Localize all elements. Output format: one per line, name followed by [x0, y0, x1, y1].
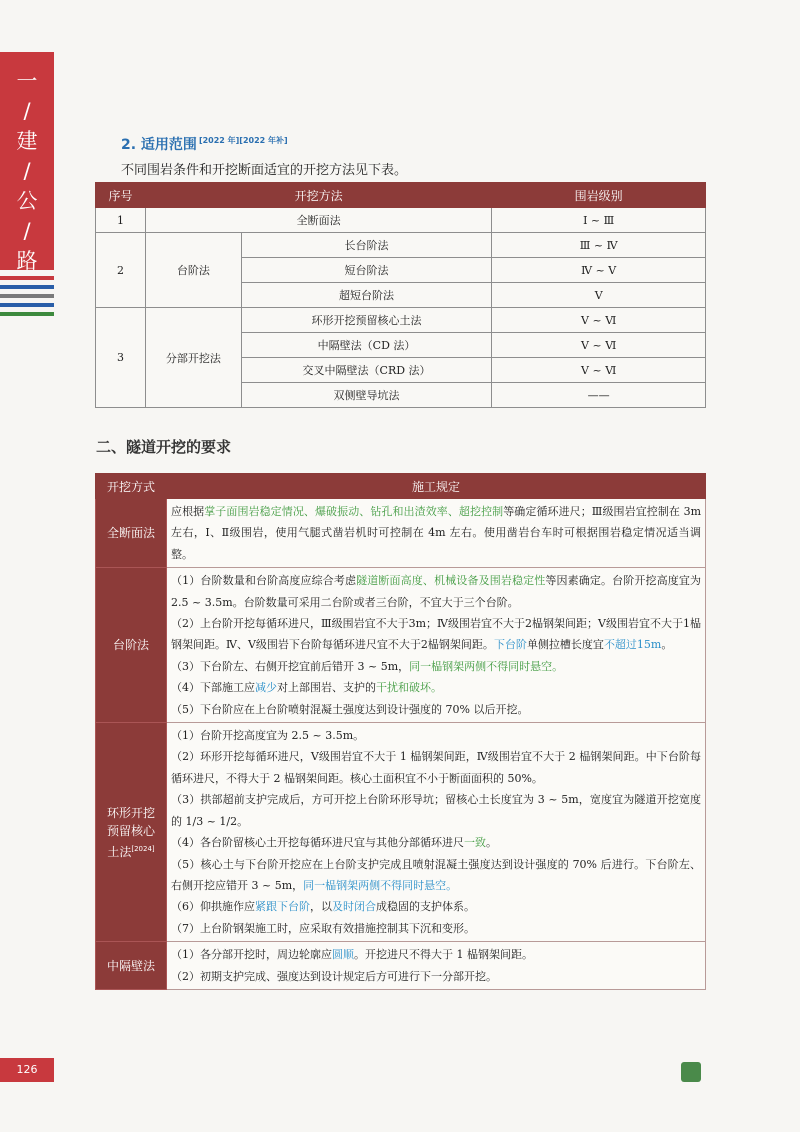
row-grade: Ⅴ ~ Ⅵ: [492, 308, 706, 333]
rule-highlight: 圆顺: [332, 948, 354, 962]
row-grade: Ⅳ ~ Ⅴ: [492, 258, 706, 283]
method-name-text: 土法: [107, 844, 132, 859]
table-row: [96, 723, 706, 942]
sub-method: 双侧壁导坑法: [241, 383, 492, 408]
method-rules: [167, 568, 706, 723]
rule-text: 等确定循环进尺；Ⅲ级围岩宜控制在 3m 左右，Ⅰ、Ⅱ级围岩，使用气腿式凿岩机时可控制在 4m 左右。使用凿岩台车时可根据围岩稳定情况适当调整。: [171, 505, 702, 561]
row-grade: Ⅰ ~ Ⅲ: [492, 208, 706, 233]
method-name: [96, 723, 167, 942]
rule-item: [171, 854, 701, 897]
rule-item: [171, 832, 701, 853]
chapter-label: 一 / 建 / 公 / 路: [16, 69, 38, 273]
method-name: 中隔壁法: [96, 942, 167, 990]
rule-item: [171, 896, 701, 917]
group-name: 分部开挖法: [145, 308, 241, 408]
exam-year-tag: [2022 年][2022 年补]: [198, 136, 288, 146]
header-rules: 施工规定: [167, 474, 706, 499]
table-row: [96, 308, 706, 333]
rule-text: 等因素确定。台阶开挖高度宜为 2.5 ~ 3.5m。台阶数量可采用二台阶或者三台阶，不宜大于三个台阶。: [171, 574, 702, 609]
rule-text: 。开挖进尺不得大于 1 榀钢架间距。: [354, 948, 533, 962]
rule-text: （3）下台阶左、右侧开挖宜前后错开 3 ~ 5m，: [171, 659, 410, 673]
group-no: 2: [96, 233, 146, 308]
sub-method: 超短台阶法: [241, 283, 492, 308]
rule-text: （5）核心土与下台阶开挖应在上台阶支护完成且喷射混凝土强度达到设计强度的 70% 后进行。下台阶左、右侧开挖应错开 3 ~ 5m，: [171, 857, 701, 892]
section-title: [121, 134, 288, 154]
rule-highlight: 干扰和破坏。: [376, 681, 442, 695]
method-name: 全断面法: [96, 499, 167, 568]
method-rules: [167, 723, 706, 942]
rule-text: 应根据: [171, 505, 205, 518]
method-rules: [167, 942, 706, 990]
rule-item: （1）台阶开挖高度宜为 2.5 ~ 3.5m。: [171, 729, 365, 743]
rule-item: [171, 613, 701, 656]
sub-method: 中隔壁法（CD 法）: [241, 333, 492, 358]
sub-method: 短台阶法: [241, 258, 492, 283]
row-grade: Ⅴ ~ Ⅵ: [492, 358, 706, 383]
rule-item: [171, 944, 701, 965]
rule-text: 单侧拉槽长度宜: [526, 638, 604, 652]
stripe: [0, 276, 54, 280]
row-grade: Ⅲ ~ Ⅳ: [492, 233, 706, 258]
method-name-line: [98, 840, 164, 861]
sub-method: 交叉中隔壁法（CRD 法）: [241, 358, 492, 383]
rule-text: 。: [661, 638, 673, 652]
group-no: 3: [96, 308, 146, 408]
rule-item: [171, 677, 701, 698]
rule-text: 成稳固的支护体系。: [376, 900, 475, 914]
rule-highlight: 紧跟下台阶: [255, 900, 310, 914]
row-grade: ——: [492, 383, 706, 408]
header-no: 序号: [96, 183, 146, 208]
publisher-logo-icon: [681, 1062, 701, 1082]
rule-item: （3）拱部超前支护完成后，方可开挖上台阶环形导坑；留核心土长度宜为 3 ~ 5m，宽度宜为隧道开挖宽度的 1/3 ~ 1/2。: [171, 793, 701, 828]
table-row: [96, 499, 706, 568]
rule-item: [171, 656, 701, 677]
rule-text: ，以: [310, 900, 332, 914]
method-name: 台阶法: [96, 568, 167, 723]
exam-year-tag: [2024]: [131, 844, 155, 853]
row-method: 全断面法: [145, 208, 491, 233]
rule-highlight: 同一榀钢架两侧不得同时悬空。: [303, 878, 458, 892]
header-mode: 开挖方式: [96, 474, 167, 499]
rule-highlight: 隧道断面高度、机械设备及围岩稳定性: [356, 574, 546, 588]
table-row: [96, 208, 706, 233]
group-name: 台阶法: [145, 233, 241, 308]
method-name-line: 环形开挖: [106, 805, 155, 820]
rule-highlight: 不超过15m: [603, 638, 662, 652]
stripe: [0, 294, 54, 298]
rule-item: （2）环形开挖每循环进尺，Ⅴ级围岩宜不大于 1 榀钢架间距，Ⅳ级围岩宜不大于 2 榀钢架间距。中下台阶每循环进尺，不得大于 2 榀钢架间距。核心土面积宜不小于断面面积的 50%。: [171, 750, 701, 785]
rule-highlight: 掌子面围岩稳定情况、爆破振动、钻孔和出渣效率、超挖控制: [204, 505, 504, 518]
row-no: 1: [96, 208, 146, 233]
rule-highlight: 同一榀钢架两侧不得同时悬空。: [409, 659, 564, 673]
rule-text: （1）台阶数量和台阶高度应综合考虑: [171, 574, 357, 588]
stripe: [0, 312, 54, 316]
method-rules: [167, 499, 706, 568]
row-grade: Ⅴ: [492, 283, 706, 308]
color-stripes: [0, 276, 54, 321]
rule-text: （6）仰拱施作应: [171, 900, 255, 914]
intro-text: 不同围岩条件和开挖断面适宜的开挖方法见下表。: [121, 163, 408, 178]
sub-method: 环形开挖预留核心土法: [241, 308, 492, 333]
section-title-text: 2. 适用范围: [121, 137, 197, 153]
header-grade: 围岩级别: [492, 183, 706, 208]
stripe: [0, 285, 54, 289]
header-method: 开挖方法: [145, 183, 491, 208]
rule-text: （1）各分部开挖时，周边轮廓应: [171, 948, 332, 962]
rule-item: （5）下台阶应在上台阶喷射混凝土强度达到设计强度的 70% 以后开挖。: [171, 702, 529, 716]
rule-item: （2）初期支护完成、强度达到设计规定后方可进行下一分部开挖。: [171, 969, 497, 983]
method-name-line: 预留核心: [106, 823, 155, 838]
excavation-rules-table: [95, 473, 706, 990]
rule-text: （4）下部施工应: [171, 681, 255, 695]
table-row: [96, 233, 706, 258]
row-grade: Ⅴ ~ Ⅵ: [492, 333, 706, 358]
table-header-row: [96, 183, 706, 208]
rule-item: [171, 570, 701, 613]
rule-text: （2）上台阶开挖每循环进尺，Ⅲ级围岩宜不大于3m；Ⅳ级围岩宜不大于2榀钢架间距；Ⅴ级围岩宜不大于1榀钢架间距。Ⅳ、Ⅴ级围岩下台阶每循环进尺宜不大于2榀钢架间距。: [171, 617, 701, 652]
method-range-table: [95, 182, 706, 408]
rule-highlight: 下台阶: [493, 638, 527, 652]
table-row: [96, 568, 706, 723]
rule-text: 。: [486, 836, 497, 850]
rule-highlight: 减少: [255, 681, 277, 695]
rule-highlight: 一致: [464, 836, 486, 850]
sub-method: 长台阶法: [241, 233, 492, 258]
rule-highlight: 及时闭合: [332, 900, 376, 914]
heading-tunnel-requirements: 二、隧道开挖的要求: [96, 438, 232, 456]
stripe: [0, 303, 54, 307]
rule-text: （4）各台阶留核心土开挖每循环进尺宜与其他分部循环进尺: [171, 836, 464, 850]
page-number: 126: [0, 1058, 54, 1082]
table-row: [96, 942, 706, 990]
rule-item: （7）上台阶钢架施工时，应采取有效措施控制其下沉和变形。: [171, 921, 475, 935]
table-header-row: [96, 474, 706, 499]
chapter-tab: [0, 52, 54, 273]
rule-text: 对上部围岩、支护的: [277, 681, 376, 695]
